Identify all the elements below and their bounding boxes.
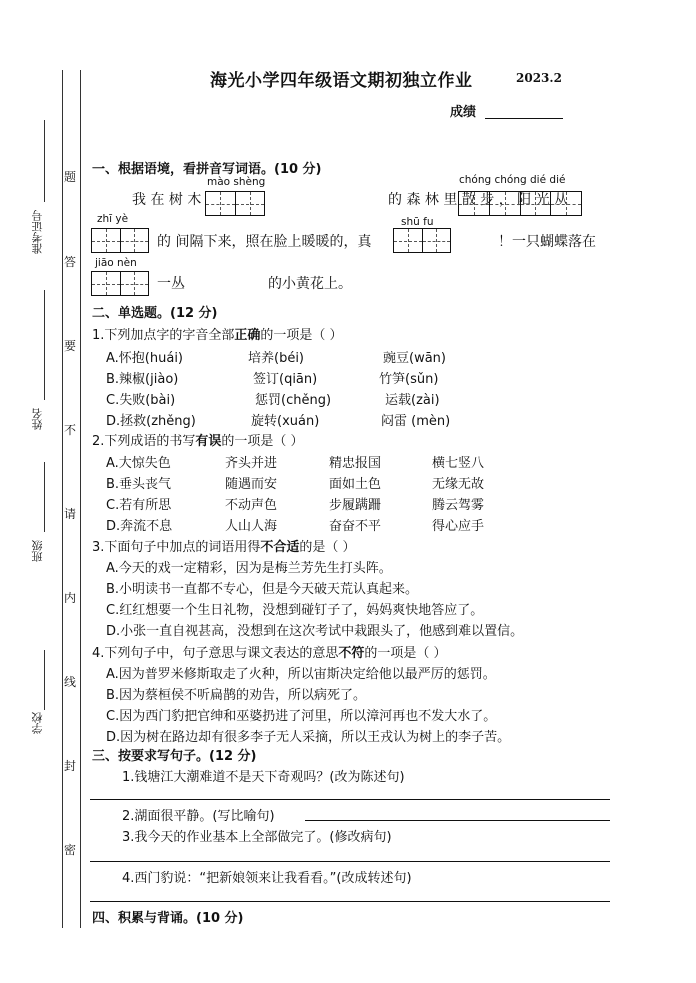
q2-option[interactable]: D.奔流不息 <box>106 519 173 534</box>
q2-option-word: 横七竖八 <box>432 456 485 471</box>
page-title: 海光小学四年级语文期初独立作业 <box>210 71 473 91</box>
q2-option-word: 不动声色 <box>225 498 278 513</box>
seal-char: 密 <box>63 843 76 857</box>
grid-cell[interactable] <box>551 192 581 215</box>
section-4-heading: 四、积累与背诵。(10 分) <box>92 911 244 926</box>
grid-cell[interactable] <box>521 192 552 215</box>
seal-char: 封 <box>63 759 76 773</box>
pinyin-mao-sheng: mào shèng <box>207 176 266 188</box>
pinyin-jiao-nen: jiāo nèn <box>95 257 137 269</box>
section-1-heading: 一、根据语境，看拼音写词语。(10 分) <box>92 162 322 177</box>
grid-cell[interactable] <box>121 272 149 295</box>
answer-grid-mao-sheng[interactable] <box>205 191 265 216</box>
sentence-text: 的 森 林 里 散 步 ， 阳 光 从 <box>388 192 569 208</box>
q3-option[interactable]: A.今天的戏一定精彩，因为是梅兰芳先生打头阵。 <box>106 561 392 576</box>
answer-line[interactable] <box>90 901 610 902</box>
q1-option-word: 旋转(xuán) <box>251 414 320 429</box>
label-exam-number: 准考证号 <box>31 210 44 254</box>
grid-cell[interactable] <box>236 192 265 215</box>
seal-char: 内 <box>63 591 76 605</box>
sentence-text: ！一只蝴蝶落在 <box>498 234 596 250</box>
q4-option[interactable]: A.因为普罗米修斯取走了火种，所以宙斯决定给他以最严厉的惩罚。 <box>106 667 496 682</box>
blank-exam-number[interactable] <box>44 120 45 202</box>
sentence-text: 一丛 <box>157 276 185 292</box>
sentence-text: 我 在 树 木 <box>132 192 202 208</box>
q2-option-word: 得心应手 <box>432 519 485 534</box>
grid-cell[interactable] <box>459 192 490 215</box>
seal-char: 请 <box>63 507 76 521</box>
q1-option[interactable]: D.拯救(zhěng) <box>106 414 196 429</box>
answer-grid-zhi-ye[interactable] <box>91 228 149 253</box>
stem-text: 3.下面句子中加点的词语用得 <box>92 540 261 555</box>
rewrite-item-3: 3.我今天的作业基本上全部做完了。(修改病句) <box>122 830 392 845</box>
label-name: 姓名 <box>31 408 44 430</box>
rewrite-item-1: 1.钱塘江大潮难道不是天下奇观吗？(改为陈述句) <box>122 770 405 785</box>
q2-option-word: 无缘无故 <box>432 477 485 492</box>
q3-option[interactable]: C.红红想要一个生日礼物，没想到碰钉子了，妈妈爽快地答应了。 <box>106 603 484 618</box>
q1-option[interactable]: C.失败(bài) <box>106 393 176 408</box>
question-2-stem <box>92 430 304 449</box>
rewrite-item-4: 4.西门豹说：“把新娘领来让我看看。”(改成转述句) <box>122 871 412 886</box>
q1-option-word: 豌豆(wān) <box>383 351 446 366</box>
blank-school[interactable] <box>44 650 45 710</box>
q3-option[interactable]: B.小明读书一直都不专心，但是今天破天荒认真起来。 <box>106 582 419 597</box>
label-school: 学校 <box>31 712 44 734</box>
seal-char: 答 <box>63 255 76 269</box>
answer-grid-shu-fu[interactable] <box>393 228 451 253</box>
q1-option-word: 竹笋(sǔn) <box>379 372 439 387</box>
answer-line[interactable] <box>305 820 610 821</box>
pinyin-zhi-ye: zhī yè <box>97 213 129 225</box>
answer-grid-chong-chong-die-die[interactable] <box>458 191 582 216</box>
q4-option[interactable]: D.因为树在路边却有很多李子无人采摘，所以王戎认为树上的李子苦。 <box>106 730 511 745</box>
stem-text: 4.下列句子中，句子意思与课文表达的意思 <box>92 646 339 661</box>
answer-line[interactable] <box>90 799 610 800</box>
q2-option-word: 奋奋不平 <box>329 519 382 534</box>
stem-emphasis: 不符 <box>338 646 365 661</box>
grid-cell[interactable] <box>490 192 521 215</box>
q4-option[interactable]: C.因为西门豹把官绅和巫婆扔进了河里，所以漳河再也不发大水了。 <box>106 709 497 724</box>
q2-option-word: 精忠报国 <box>329 456 382 471</box>
blank-class[interactable] <box>44 462 45 532</box>
q1-option-word: 培养(béi) <box>248 351 305 366</box>
q4-option[interactable]: B.因为蔡桓侯不听扁鹊的劝告，所以病死了。 <box>106 688 367 703</box>
rewrite-item-2: 2.湖面很平静。(写比喻句) <box>122 809 275 824</box>
seal-char: 线 <box>63 675 76 689</box>
answer-line[interactable] <box>90 861 610 862</box>
stem-text: 2.下列成语的书写 <box>92 434 196 449</box>
sentence-text: 的小黄花上。 <box>268 276 352 292</box>
q1-option-word: 闷雷 (mèn) <box>381 414 451 429</box>
grid-cell[interactable] <box>121 229 149 252</box>
q2-option[interactable]: A.大惊失色 <box>106 456 171 471</box>
binding-line-right <box>80 70 81 928</box>
q2-option-word: 随遇而安 <box>225 477 278 492</box>
stem-text: 的一项是（ ） <box>221 434 304 449</box>
q1-option[interactable]: A.怀抱(huái) <box>106 351 183 366</box>
stem-emphasis: 不合适 <box>260 540 300 555</box>
q2-option-word: 腾云驾雾 <box>432 498 485 513</box>
binding-line-left <box>62 70 63 928</box>
seal-char: 要 <box>63 339 76 353</box>
pinyin-chong-chong-die-die: chóng chóng dié dié <box>459 174 566 186</box>
q2-option-word: 齐头并进 <box>225 456 278 471</box>
grid-cell[interactable] <box>394 229 423 252</box>
q1-option-word: 签订(qiān) <box>253 372 318 387</box>
question-3-stem <box>92 536 356 555</box>
answer-grid-jiao-nen[interactable] <box>91 271 149 296</box>
q1-option[interactable]: B.辣椒(jiào) <box>106 372 179 387</box>
pinyin-shu-fu: shū fu <box>401 216 434 228</box>
seal-char: 题 <box>63 170 76 184</box>
section-3-heading: 三、按要求写句子。(12 分) <box>92 749 257 764</box>
question-4-stem <box>92 642 447 661</box>
score-label: 成绩 <box>450 105 477 120</box>
blank-name[interactable] <box>44 290 45 400</box>
stem-emphasis: 有误 <box>195 434 222 449</box>
grid-cell[interactable] <box>423 229 451 252</box>
q2-option[interactable]: B.垂头丧气 <box>106 477 172 492</box>
score-blank[interactable] <box>485 118 563 119</box>
grid-cell[interactable] <box>92 229 121 252</box>
q3-option[interactable]: D.小张一直自视甚高，没想到在这次考试中栽跟头了，他感到难以置信。 <box>106 624 524 639</box>
stem-text: 的是（ ） <box>299 540 356 555</box>
exam-date: 2023.2 <box>516 71 562 85</box>
stem-text: 1.下列加点字的字音全部 <box>92 328 235 343</box>
q1-option-word: 运载(zài) <box>385 393 440 408</box>
q2-option-word: 人山人海 <box>225 519 278 534</box>
q2-option[interactable]: C.若有所思 <box>106 498 172 513</box>
section-2-heading: 二、单选题。(12 分) <box>92 306 218 321</box>
grid-cell[interactable] <box>206 192 236 215</box>
label-class: 班级 <box>31 540 44 562</box>
stem-emphasis: 正确 <box>234 328 261 343</box>
question-1-stem <box>92 324 343 343</box>
sentence-text: 的 间隔下来，照在脸上暖暖的，真 <box>157 234 372 250</box>
stem-text: 的一项是（ ） <box>364 646 447 661</box>
stem-text: 的一项是（ ） <box>260 328 343 343</box>
seal-char: 不 <box>63 423 76 437</box>
grid-cell[interactable] <box>92 272 121 295</box>
q1-option-word: 惩罚(chěng) <box>255 393 332 408</box>
q2-option-word: 步履蹒跚 <box>329 498 382 513</box>
q2-option-word: 面如土色 <box>329 477 382 492</box>
